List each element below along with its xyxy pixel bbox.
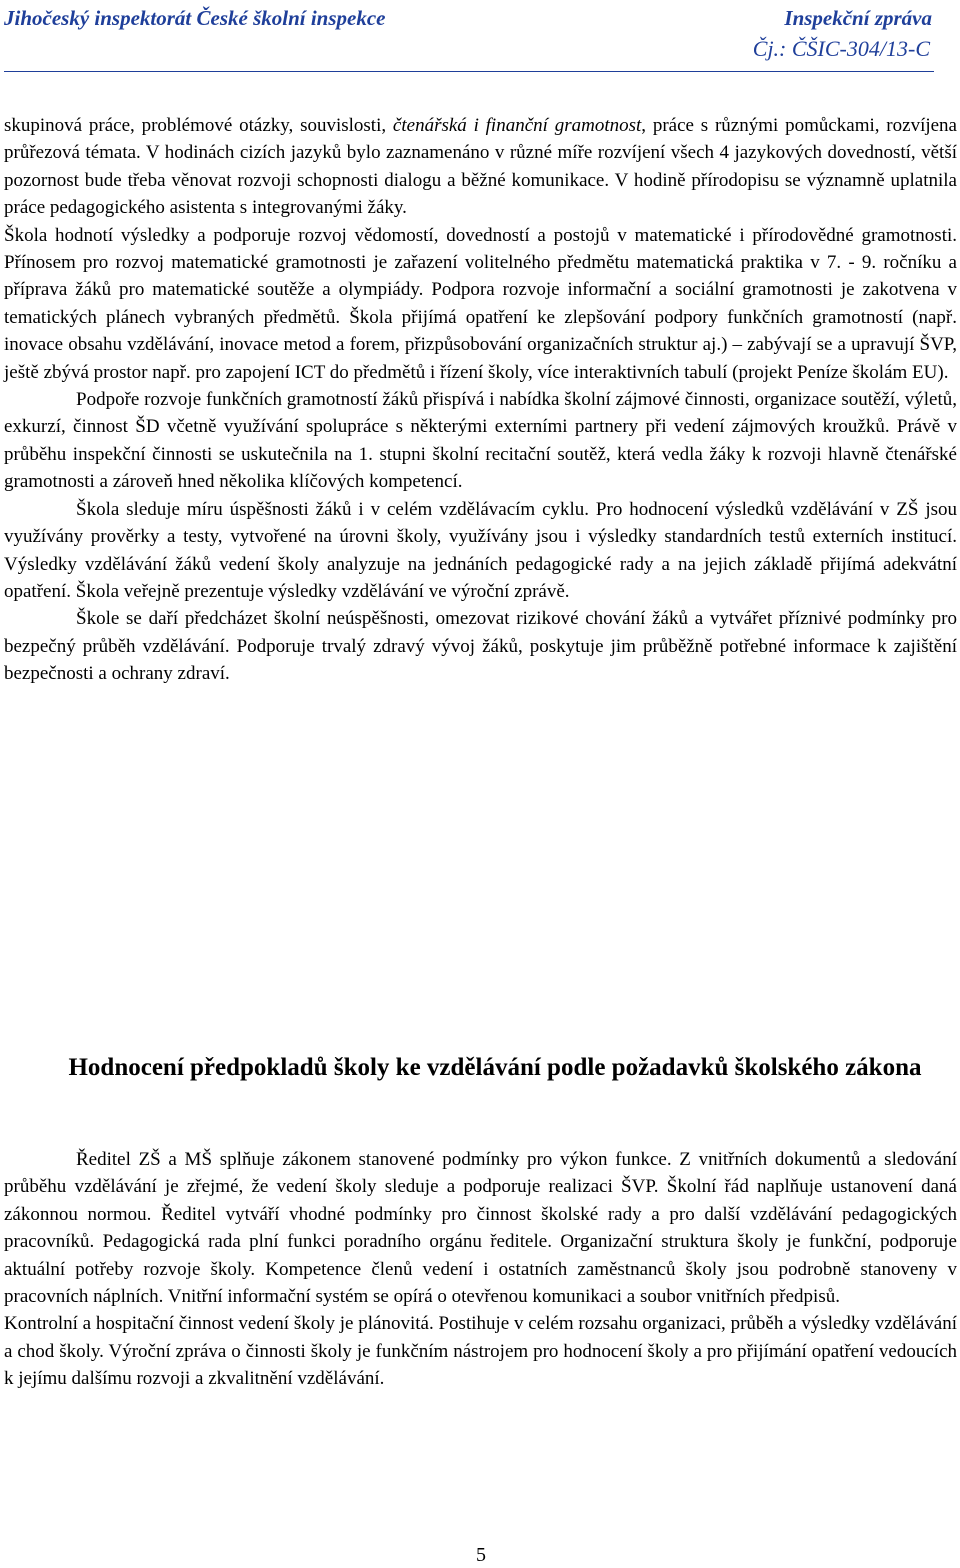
- header-reference-number: Čj.: ČŠIC-304/13-C: [752, 36, 930, 61]
- paragraph-italic-text: čtenářská i finanční gramotnost: [392, 115, 642, 136]
- section-heading: Hodnocení předpokladů školy ke vzdělávání podle požadavků školského zákona: [68, 1054, 922, 1081]
- paragraph: Podpoře rozvoje funkčních gramotností žáků přispívá i nabídka školní zájmové činnosti, organizace soutěží, výletů, exkurzí, činnost ŠD včetně využívání spolupráce s některými externími partnery při vedení zájmových kroužků. Právě v průběhu inspekční činnosti se uskutečnila na 1. stupni školní recitační soutěž, která vedla žáky k rozvoji hlavně čtenářské gramotnosti a zároveň hned několika klíčových kompetencí.: [4, 389, 957, 493]
- section-2-body: [4, 1146, 957, 1393]
- paragraph: [4, 112, 957, 222]
- section-1-body: [4, 112, 957, 688]
- paragraph: Škola hodnotí výsledky a podporuje rozvoj vědomostí, dovedností a postojů v matematické i přírodovědné gramotnosti. Přínosem pro rozvoj matematické gramotnosti je zařazení volitelného předmětu matematická praktika v 7. - 9. ročníku a příprava žáků pro matematické soutěže a olympiády. Podpora rozvoje informační a sociální gramotnosti je zakotvena v tematických plánech vybraných předmětů. Škola přijímá opatření ke zlepšování podpory funkčních gramotností (např. inovace obsahu vzdělávání, inovace metod a forem, přizpůsobování organizačních struktur aj.) – zabývají se a upravují ŠVP, ještě zbývá prostor např. pro zapojení ICT do předmětů i řízení školy, více interaktivních tabulí (projekt Peníze školám EU).: [4, 224, 957, 383]
- header-divider: [4, 71, 934, 72]
- page-number: 5: [476, 1544, 486, 1566]
- header-institution: Jihočeský inspektorát České školní inspekce: [4, 6, 386, 30]
- paragraph: Ředitel ZŠ a MŠ splňuje zákonem stanovené podmínky pro výkon funkce. Z vnitřních dokumentů a sledování průběhu vzdělávání je zřejmé, že vedení školy sleduje a podporuje realizaci ŠVP. Školní řád naplňuje ustanovení daná zákonnou normou. Ředitel vytváří vhodné podmínky pro činnost školské rady a pro další vzdělávání pedagogických pracovníků. Pedagogická rada plní funkci poradního orgánu ředitele. Organizační struktura školy je funkční, podporuje aktuální potřeby rozvoje školy. Kompetence členů vedení i ostatních zaměstnanců školy jsou podrobně stanoveny v pracovních náplních. Vnitřní informační systém se opírá o otevřenou komunikaci a soubor vnitřních předpisů.: [4, 1149, 957, 1308]
- header-report-type: Inspekční zpráva: [784, 6, 932, 30]
- paragraph: Škola sleduje míru úspěšnosti žáků i v celém vzdělávacím cyklu. Pro hodnocení výsledků vzdělávání v ZŠ jsou využívány prověrky a testy, vytvořené na úrovni školy, využívány jsou i výsledky standardních testů externích institucí. Výsledky vzdělávání žáků vedení školy analyzuje na jednáních pedagogické rady a na jejich základě přijímá adekvátní opatření. Škola veřejně prezentuje výsledky vzdělávání ve výroční zprávě.: [4, 498, 957, 602]
- paragraph-text: skupinová práce, problémové otázky, souvislosti,: [4, 115, 393, 136]
- paragraph: Kontrolní a hospitační činnost vedení školy je plánovitá. Postihuje v celém rozsahu organizaci, průběh a výsledky vzdělávání a chod školy. Výroční zpráva o činnosti školy je funkčním nástrojem pro hodnocení školy a pro přijímání opatření vedoucích k jejímu dalšímu rozvoji a zkvalitnění vzdělávání.: [4, 1313, 957, 1390]
- paragraph-text: , práce s různými pomůckami, rozvíjena průřezová témata. V hodinách cizích jazyků bylo zaznamenáno v různé míře rozvíjení všech 4 jazykových dovedností, větší pozornost bude třeba věnovat rozvoji schopnosti dialogu a běžné komunikace. V hodině přírodopisu se významně uplatnila práce pedagogického asistenta s integrovanými žáky.: [4, 115, 957, 219]
- paragraph: Škole se daří předcházet školní neúspěšnosti, omezovat rizikové chování žáků a vytvářet příznivé podmínky pro bezpečný průběh vzdělávání. Podporuje trvalý zdravý vývoj žáků, poskytuje jim průběžně potřebné informace k zajištění bezpečnosti a ochrany zdraví.: [4, 608, 957, 685]
